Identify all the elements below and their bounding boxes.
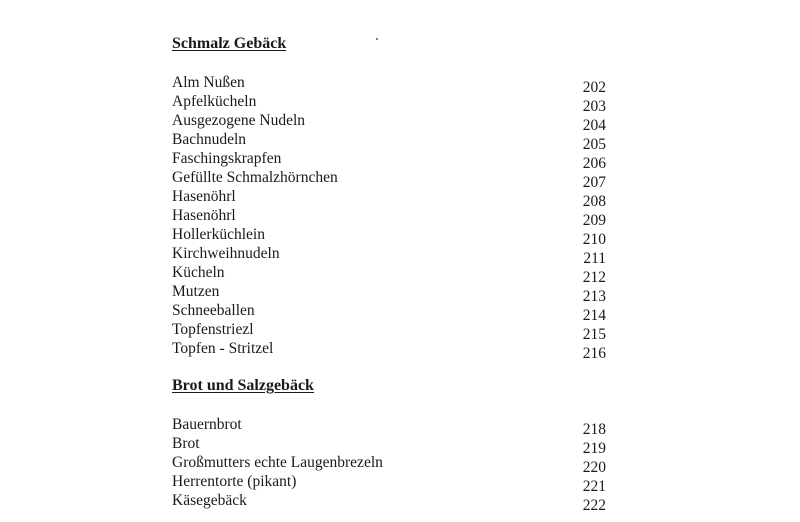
list-item <box>172 130 612 153</box>
list-item <box>172 206 612 229</box>
entry-page-number: 206 <box>582 155 606 172</box>
list-item <box>172 301 612 324</box>
entry-page-number: 218 <box>582 421 606 438</box>
entry-page-number: 202 <box>582 79 606 96</box>
entry-list <box>172 73 612 362</box>
entry-title: Ausgezogene Nudeln <box>172 112 305 129</box>
entry-page-number: 220 <box>582 459 606 476</box>
entry-title: Kücheln <box>172 264 225 281</box>
entry-page-number: 222 <box>582 497 606 514</box>
entry-title: Bachnudeln <box>172 131 247 148</box>
entry-page-number: 215 <box>582 326 606 343</box>
entry-page-number: 207 <box>582 174 606 191</box>
entry-title: Hollerküchlein <box>172 226 265 243</box>
entry-title: Käsegebäck <box>172 492 247 509</box>
section-brot-und-salzgebaeck <box>172 376 612 514</box>
list-item <box>172 339 612 362</box>
list-item <box>172 111 612 134</box>
list-item <box>172 320 612 343</box>
entry-page-number: 212 <box>582 269 606 286</box>
entry-title: Topfen - Stritzel <box>172 340 274 357</box>
entry-title: Faschingskrapfen <box>172 150 282 167</box>
list-item <box>172 282 612 305</box>
entry-title: Brot <box>172 435 200 452</box>
list-item <box>172 491 612 514</box>
entry-page-number: 214 <box>582 307 606 324</box>
entry-title: Gefüllte Schmalzhörnchen <box>172 169 338 186</box>
entry-page-number: 210 <box>582 231 606 248</box>
entry-page-number: 203 <box>582 98 606 115</box>
entry-page-number: 219 <box>582 440 606 457</box>
list-item <box>172 263 612 286</box>
entry-page-number: 208 <box>582 193 606 210</box>
list-item <box>172 472 612 495</box>
list-item <box>172 244 612 267</box>
entry-page-number: 209 <box>582 212 606 229</box>
entry-title: Mutzen <box>172 283 220 300</box>
list-item <box>172 149 612 172</box>
list-item <box>172 187 612 210</box>
list-item <box>172 434 612 457</box>
list-item <box>172 225 612 248</box>
entry-title: Herrentorte (pikant) <box>172 473 297 490</box>
entry-title: Bauernbrot <box>172 416 242 433</box>
list-item <box>172 73 612 96</box>
section-schmalz-gebaeck <box>172 34 612 362</box>
entry-page-number: 216 <box>582 345 606 362</box>
entry-title: Hasenöhrl <box>172 188 236 205</box>
entry-title: Apfelkücheln <box>172 93 257 110</box>
section-title: Brot und Salzgebäck <box>172 377 314 394</box>
entry-title: Großmutters echte Laugenbrezeln <box>172 454 383 471</box>
entry-title: Hasenöhrl <box>172 207 236 224</box>
list-item <box>172 415 612 438</box>
list-item <box>172 453 612 476</box>
entry-page-number: 205 <box>582 136 606 153</box>
entry-list <box>172 415 612 514</box>
entry-title: Schneeballen <box>172 302 255 319</box>
entry-page-number: 221 <box>582 478 606 495</box>
entry-title: Topfenstriezl <box>172 321 254 338</box>
list-item <box>172 168 612 191</box>
list-item <box>172 92 612 115</box>
entry-page-number: 211 <box>583 250 606 267</box>
entry-page-number: 213 <box>582 288 606 305</box>
entry-page-number: 204 <box>582 117 606 134</box>
entry-title: Kirchweihnudeln <box>172 245 280 262</box>
entry-title: Alm Nußen <box>172 74 245 91</box>
section-title: Schmalz Gebäck <box>172 35 287 52</box>
